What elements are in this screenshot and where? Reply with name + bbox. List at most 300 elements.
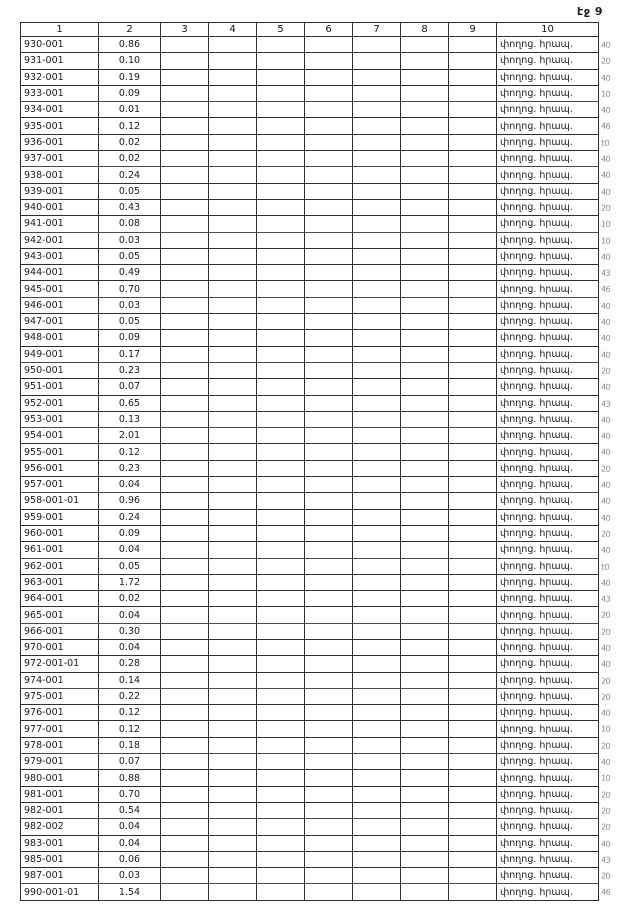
category-note-cell: փողոց. հրապ. [497,265,599,281]
area-value-cell: 0.03 [99,232,161,248]
empty-cell [401,639,449,655]
empty-cell [353,167,401,183]
empty-cell [161,85,209,101]
table-row [21,639,599,655]
empty-cell [257,851,305,867]
empty-cell [257,281,305,297]
empty-cell [353,705,401,721]
empty-cell [161,314,209,330]
area-value-cell: 0.09 [99,525,161,541]
empty-cell [353,477,401,493]
empty-cell [161,574,209,590]
empty-cell [353,444,401,460]
table-row [21,688,599,704]
category-note-cell: փողոց. հրապ. [497,460,599,476]
empty-cell [305,134,353,150]
table-row [21,737,599,753]
empty-cell [305,297,353,313]
empty-cell [305,216,353,232]
empty-cell [257,607,305,623]
category-note-cell: փողոց. հրապ. [497,297,599,313]
column-header: 10 [497,23,599,37]
empty-cell [305,705,353,721]
column-header: 8 [401,23,449,37]
empty-cell [161,819,209,835]
column-header: 9 [449,23,497,37]
empty-cell [209,297,257,313]
parcel-id-cell: 958-001-01 [21,493,99,509]
empty-cell [209,607,257,623]
area-value-cell: 0.05 [99,248,161,264]
area-value-cell: 0.65 [99,395,161,411]
empty-cell [401,623,449,639]
empty-cell [353,607,401,623]
empty-cell [449,574,497,590]
empty-cell [449,444,497,460]
empty-cell [161,591,209,607]
empty-cell [209,558,257,574]
empty-cell [305,460,353,476]
empty-cell [209,411,257,427]
margin-mark: 40 [600,839,611,849]
empty-cell [449,37,497,53]
area-value-cell: 0.09 [99,85,161,101]
margin-mark: 40 [600,643,611,653]
empty-cell [305,428,353,444]
margin-mark: 40 [600,496,611,507]
empty-cell [305,802,353,818]
empty-cell [401,509,449,525]
empty-cell [209,819,257,835]
empty-cell [257,802,305,818]
parcel-id-cell: 981-001 [21,786,99,802]
empty-cell [161,379,209,395]
area-value-cell: 0.18 [99,737,161,753]
empty-cell [449,346,497,362]
table-row [21,216,599,232]
table-row [21,868,599,884]
empty-cell [161,281,209,297]
parcel-id-cell: 982-002 [21,819,99,835]
empty-cell [449,411,497,427]
empty-cell [305,607,353,623]
category-note-cell: փողոց. հրապ. [497,656,599,672]
margin-mark: 20 [600,610,611,621]
empty-cell [449,509,497,525]
empty-cell [401,558,449,574]
empty-cell [257,623,305,639]
table-row [21,167,599,183]
empty-cell [305,754,353,770]
empty-cell [401,330,449,346]
empty-cell [449,199,497,215]
empty-cell [449,151,497,167]
empty-cell [305,330,353,346]
empty-cell [257,705,305,721]
margin-mark: 20 [600,790,611,800]
empty-cell [305,362,353,378]
margin-mark: 40 [600,350,611,360]
category-note-cell: փողոց. հրապ. [497,737,599,753]
category-note-cell: փողոց. հրապ. [497,509,599,525]
empty-cell [353,85,401,101]
empty-cell [161,493,209,509]
empty-cell [209,248,257,264]
parcel-id-cell: 936-001 [21,134,99,150]
column-header: 2 [99,23,161,37]
parcel-id-cell: 970-001 [21,639,99,655]
category-note-cell: փողոց. հրապ. [497,281,599,297]
area-value-cell: 0.23 [99,362,161,378]
empty-cell [209,460,257,476]
empty-cell [305,167,353,183]
parcel-id-cell: 930-001 [21,37,99,53]
category-note-cell: փողոց. հրապ. [497,444,599,460]
empty-cell [257,151,305,167]
margin-mark: 40 [600,252,611,262]
empty-cell [257,216,305,232]
table-row [21,362,599,378]
empty-cell [401,851,449,867]
empty-cell [305,53,353,69]
table-row [21,721,599,737]
empty-cell [161,688,209,704]
area-value-cell: 0.05 [99,314,161,330]
empty-cell [209,574,257,590]
empty-cell [161,444,209,460]
empty-cell [401,525,449,541]
empty-cell [449,623,497,639]
empty-cell [161,265,209,281]
area-value-cell: 0.09 [99,330,161,346]
empty-cell [161,118,209,134]
empty-cell [353,330,401,346]
parcel-id-cell: 977-001 [21,721,99,737]
parcel-id-cell: 947-001 [21,314,99,330]
margin-mark: 20 [600,464,611,474]
empty-cell [161,346,209,362]
empty-cell [209,395,257,411]
table-row [21,411,599,427]
empty-cell [401,835,449,851]
empty-cell [353,672,401,688]
empty-cell [305,591,353,607]
table-row [21,493,599,509]
empty-cell [209,770,257,786]
empty-cell [305,819,353,835]
empty-cell [401,819,449,835]
empty-cell [209,754,257,770]
table-row [21,102,599,118]
empty-cell [257,167,305,183]
parcel-id-cell: 974-001 [21,672,99,688]
empty-cell [305,835,353,851]
empty-cell [161,395,209,411]
empty-cell [449,53,497,69]
empty-cell [209,232,257,248]
empty-cell [209,134,257,150]
empty-cell [305,69,353,85]
margin-mark: 40 [600,154,611,164]
empty-cell [401,688,449,704]
margin-mark: 46 [600,284,611,295]
category-note-cell: փողոց. հրապ. [497,851,599,867]
empty-cell [449,786,497,802]
area-value-cell: 0.96 [99,493,161,509]
table-row [21,265,599,281]
margin-mark: 40 [600,301,611,311]
empty-cell [449,118,497,134]
empty-cell [305,542,353,558]
empty-cell [353,151,401,167]
column-header: 1 [21,23,99,37]
empty-cell [353,297,401,313]
empty-cell [161,297,209,313]
category-note-cell: փողոց. հրապ. [497,428,599,444]
area-value-cell: 0.04 [99,819,161,835]
empty-cell [353,558,401,574]
category-note-cell: փողոց. հրապ. [497,835,599,851]
empty-cell [161,705,209,721]
parcel-id-cell: 990-001-01 [21,884,99,900]
category-note-cell: փողոց. հրապ. [497,199,599,215]
margin-mark: է0 [600,138,610,148]
category-note-cell: փողոց. հրապ. [497,721,599,737]
empty-cell [401,134,449,150]
empty-cell [161,37,209,53]
category-note-cell: փողոց. հրապ. [497,346,599,362]
empty-cell [353,493,401,509]
empty-cell [449,216,497,232]
category-note-cell: փողոց. հրապ. [497,314,599,330]
parcel-id-cell: 963-001 [21,574,99,590]
empty-cell [209,623,257,639]
empty-cell [449,851,497,867]
parcel-id-cell: 961-001 [21,542,99,558]
margin-mark: 10 [600,89,611,99]
area-value-cell: 0.07 [99,379,161,395]
empty-cell [401,232,449,248]
empty-cell [257,688,305,704]
category-note-cell: փողոց. հրապ. [497,102,599,118]
empty-cell [257,656,305,672]
empty-cell [257,428,305,444]
margin-mark: 40 [600,545,611,555]
empty-cell [449,607,497,623]
category-note-cell: փողոց. հրապ. [497,623,599,639]
empty-cell [209,102,257,118]
empty-cell [209,851,257,867]
margin-mark: 20 [600,822,611,833]
empty-cell [209,281,257,297]
empty-cell [353,134,401,150]
empty-cell [209,786,257,802]
empty-cell [401,281,449,297]
area-value-cell: 0.02 [99,151,161,167]
category-note-cell: փողոց. հրապ. [497,69,599,85]
empty-cell [305,656,353,672]
empty-cell [257,379,305,395]
empty-cell [257,118,305,134]
area-value-cell: 0.06 [99,851,161,867]
parcel-id-cell: 960-001 [21,525,99,541]
area-value-cell: 0.88 [99,770,161,786]
empty-cell [161,721,209,737]
empty-cell [161,542,209,558]
empty-cell [401,297,449,313]
empty-cell [305,509,353,525]
empty-cell [257,102,305,118]
empty-cell [449,395,497,411]
empty-cell [257,477,305,493]
area-value-cell: 0.04 [99,639,161,655]
category-note-cell: փողոց. հրապ. [497,477,599,493]
parcel-id-cell: 943-001 [21,248,99,264]
empty-cell [161,53,209,69]
empty-cell [257,444,305,460]
empty-cell [305,232,353,248]
empty-cell [305,346,353,362]
parcel-id-cell: 939-001 [21,183,99,199]
table-row [21,672,599,688]
parcel-id-cell: 957-001 [21,477,99,493]
table-row [21,199,599,215]
empty-cell [305,639,353,655]
empty-cell [449,297,497,313]
empty-cell [305,444,353,460]
empty-cell [305,314,353,330]
empty-cell [257,542,305,558]
category-note-cell: փողոց. հրապ. [497,232,599,248]
empty-cell [353,118,401,134]
parcel-id-cell: 955-001 [21,444,99,460]
empty-cell [353,819,401,835]
area-value-cell: 0.12 [99,444,161,460]
empty-cell [353,248,401,264]
empty-cell [401,395,449,411]
parcel-id-cell: 964-001 [21,591,99,607]
parcel-id-cell: 941-001 [21,216,99,232]
margin-mark: 20 [600,676,611,686]
parcel-id-cell: 940-001 [21,199,99,215]
parcel-id-cell: 987-001 [21,868,99,884]
empty-cell [401,656,449,672]
empty-cell [209,591,257,607]
parcel-id-cell: 938-001 [21,167,99,183]
empty-cell [353,574,401,590]
empty-cell [353,786,401,802]
empty-cell [353,102,401,118]
empty-cell [305,183,353,199]
parcel-id-cell: 952-001 [21,395,99,411]
area-value-cell: 1.54 [99,884,161,900]
empty-cell [209,151,257,167]
category-note-cell: փողոց. հրապ. [497,884,599,900]
empty-cell [353,835,401,851]
empty-cell [401,265,449,281]
margin-mark: 40 [600,757,611,767]
empty-cell [161,102,209,118]
empty-cell [401,346,449,362]
area-value-cell: 0.03 [99,297,161,313]
parcel-id-cell: 932-001 [21,69,99,85]
table-row [21,428,599,444]
empty-cell [161,167,209,183]
empty-cell [209,216,257,232]
column-header: 3 [161,23,209,37]
empty-cell [305,102,353,118]
category-note-cell: փողոց. հրապ. [497,37,599,53]
column-header: 6 [305,23,353,37]
empty-cell [257,53,305,69]
empty-cell [449,705,497,721]
empty-cell [161,509,209,525]
empty-cell [353,721,401,737]
empty-cell [257,591,305,607]
empty-cell [305,574,353,590]
margin-mark: 40 [600,73,611,83]
empty-cell [209,53,257,69]
area-value-cell: 0.23 [99,460,161,476]
empty-cell [449,314,497,330]
empty-cell [353,232,401,248]
empty-cell [353,509,401,525]
parcel-id-cell: 954-001 [21,428,99,444]
margin-mark: 40 [600,447,611,458]
empty-cell [449,835,497,851]
parcel-id-cell: 934-001 [21,102,99,118]
empty-cell [449,102,497,118]
empty-cell [161,786,209,802]
margin-mark: 46 [600,887,611,898]
area-value-cell: 0.08 [99,216,161,232]
empty-cell [449,754,497,770]
empty-cell [401,118,449,134]
empty-cell [449,232,497,248]
empty-cell [161,411,209,427]
empty-cell [449,167,497,183]
area-value-cell: 0.30 [99,623,161,639]
table-row [21,656,599,672]
empty-cell [449,770,497,786]
empty-cell [449,134,497,150]
empty-cell [257,85,305,101]
empty-cell [257,346,305,362]
empty-cell [257,362,305,378]
category-note-cell: փողոց. հրապ. [497,379,599,395]
parcel-id-cell: 946-001 [21,297,99,313]
empty-cell [209,802,257,818]
empty-cell [305,770,353,786]
empty-cell [449,721,497,737]
empty-cell [449,477,497,493]
table-row [21,542,599,558]
empty-cell [353,639,401,655]
parcel-id-cell: 951-001 [21,379,99,395]
parcel-id-cell: 979-001 [21,754,99,770]
empty-cell [401,721,449,737]
empty-cell [257,265,305,281]
empty-cell [209,656,257,672]
area-value-cell: 0.86 [99,37,161,53]
empty-cell [353,770,401,786]
area-value-cell: 0.12 [99,721,161,737]
empty-cell [257,754,305,770]
category-note-cell: փողոց. հրապ. [497,183,599,199]
empty-cell [161,754,209,770]
empty-cell [305,851,353,867]
empty-cell [305,884,353,900]
